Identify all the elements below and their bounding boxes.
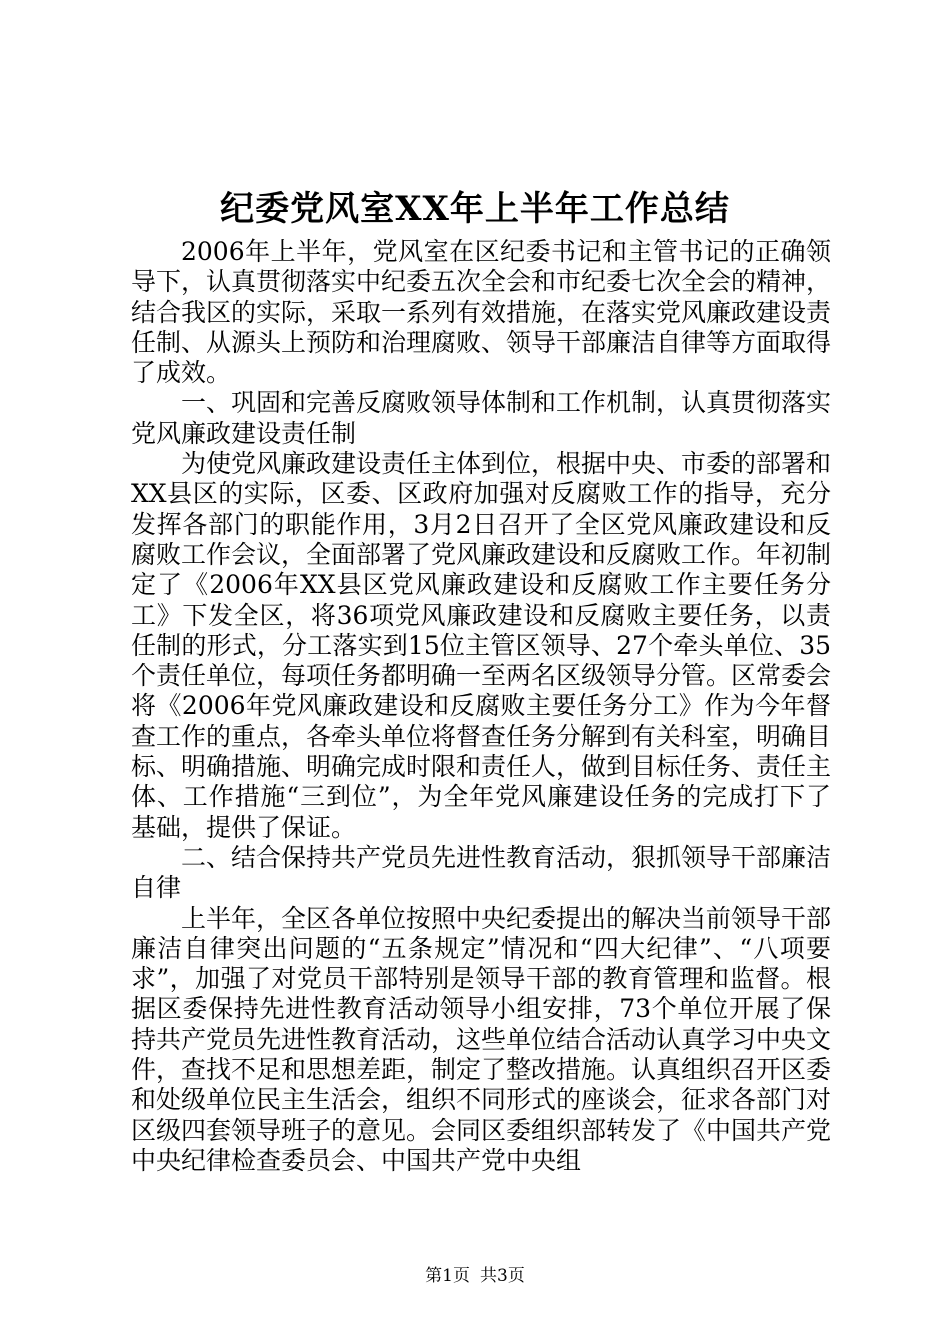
- document-title: 纪委党风室XX年上半年工作总结: [220, 189, 730, 229]
- paragraph-intro: 2006年上半年，党风室在区纪委书记和主管书记的正确领导下，认真贯彻落实中纪委五次全会和市纪委七次全会的精神，结合我区的实际，采取一系列有效措施，在落实党风廉政建设责任制、从源头上预防和治理腐败、领导干部廉洁自律等方面取得了成效。: [131, 237, 832, 388]
- section-heading-2: 二、结合保持共产党员先进性教育活动，狠抓领导干部廉洁自律: [131, 842, 832, 903]
- page-number: 第1页: [425, 1266, 470, 1286]
- paragraph-section-1: 为使党风廉政建设责任主体到位，根据中央、市委的部署和XX县区的实际，区委、区政府加强对反腐败工作的指导，充分发挥各部门的职能作用，3月2日召开了全区党风廉政建设和反腐败工作会议，全面部署了党风廉政建设和反腐败工作。年初制定了《2006年XX县区党风廉政建设和反腐败工作主要任务分工》下发全区，将36项党风廉政建设和反腐败主要任务，以责任制的形式，分工落实到15位主管区领导、27个牵头单位、35个责任单位，每项任务都明确一至两名区级领导分管。区常委会将《2006年党风廉政建设和反腐败主要任务分工》作为今年督查工作的重点，各牵头单位将督查任务分解到有关科室，明确目标、明确措施、明确完成时限和责任人，做到目标任务、责任主体、工作措施“三到位”，为全年党风廉建设任务的完成打下了基础，提供了保证。: [131, 449, 832, 842]
- page-total: 共3页: [480, 1266, 525, 1286]
- section-heading-1: 一、巩固和完善反腐败领导体制和工作机制，认真贯彻落实党风廉政建设责任制: [131, 388, 832, 448]
- page-footer: [0, 1265, 950, 1287]
- paragraph-section-2: 上半年，全区各单位按照中央纪委提出的解决当前领导干部廉洁自律突出问题的“五条规定”情况和“四大纪律”、“八项要求”，加强了对党员干部特别是领导干部的教育管理和监督。根据区委保持先进性教育活动领导小组安排，73个单位开展了保持共产党员先进性教育活动，这些单位结合活动认真学习中央文件，查找不足和思想差距，制定了整改措施。认真组织召开区委和处级单位民主生活会，组织不同形式的座谈会，征求各部门对区级四套领导班子的意见。会同区委组织部转发了《中国共产党中央纪律检查委员会、中国共产党中央组: [131, 903, 832, 1175]
- document-body: [131, 237, 831, 1176]
